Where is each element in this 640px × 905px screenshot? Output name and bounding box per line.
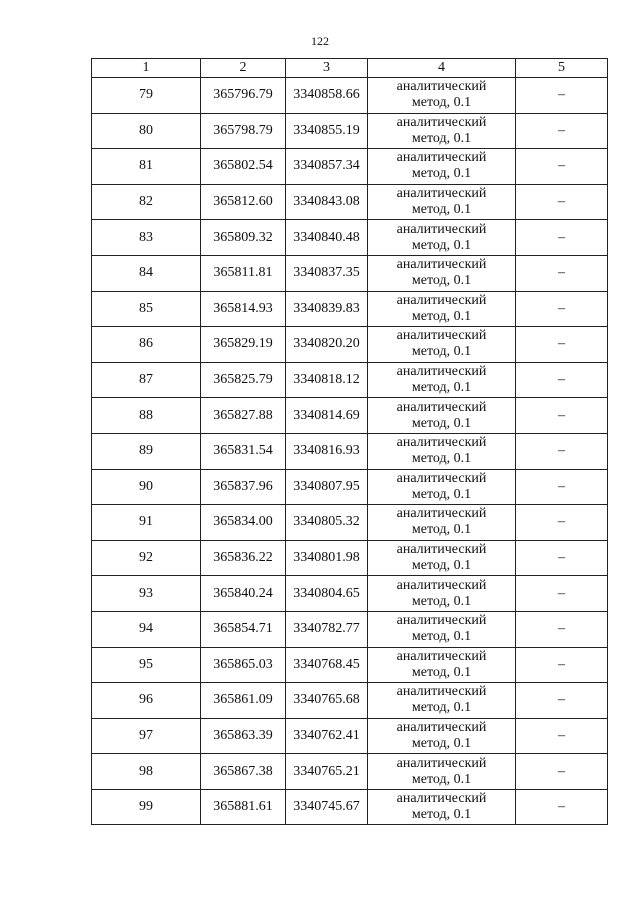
y-coordinate-cell: 3340816.93 [286,433,368,469]
method-line-2: метод, 0.1 [411,593,472,609]
method-cell [368,505,516,541]
x-coordinate-cell: 365811.81 [201,255,286,291]
x-coordinate-cell: 365825.79 [201,362,286,398]
note-cell: – [516,398,608,434]
table-row [92,469,608,505]
note-cell: – [516,291,608,327]
x-coordinate-cell: 365809.32 [201,220,286,256]
method-cell [368,433,516,469]
method-cell [368,469,516,505]
y-coordinate-cell: 3340837.35 [286,255,368,291]
method-line-2: метод, 0.1 [411,95,472,111]
table-row [92,291,608,327]
method-line-2: метод, 0.1 [411,344,472,360]
table-row [92,398,608,434]
method-cell [368,789,516,825]
point-number-cell: 84 [92,255,201,291]
method-line-1: аналитический [396,542,487,558]
y-coordinate-cell: 3340843.08 [286,184,368,220]
y-coordinate-cell: 3340820.20 [286,327,368,363]
method-cell [368,220,516,256]
method-line-2: метод, 0.1 [411,486,472,502]
table-row [92,113,608,149]
point-number-cell: 93 [92,576,201,612]
x-coordinate-cell: 365881.61 [201,789,286,825]
y-coordinate-cell: 3340801.98 [286,540,368,576]
method-line-2: метод, 0.1 [411,451,472,467]
table-row [92,78,608,114]
method-line-2: метод, 0.1 [411,771,472,787]
note-cell: – [516,683,608,719]
point-number-cell: 98 [92,754,201,790]
table-row [92,683,608,719]
method-cell [368,576,516,612]
method-cell [368,327,516,363]
method-cell [368,540,516,576]
method-line-1: аналитический [396,684,487,700]
point-number-cell: 88 [92,398,201,434]
header-col-1: 1 [92,59,201,78]
note-cell: – [516,576,608,612]
page-number: 122 [311,34,329,48]
table-row [92,505,608,541]
table-row [92,647,608,683]
note-cell: – [516,113,608,149]
point-number-cell: 81 [92,149,201,185]
note-cell: – [516,220,608,256]
y-coordinate-cell: 3340805.32 [286,505,368,541]
note-cell: – [516,754,608,790]
note-cell: – [516,469,608,505]
header-col-4: 4 [368,59,516,78]
coordinates-table [91,58,608,825]
method-line-1: аналитический [396,791,487,807]
method-cell [368,754,516,790]
y-coordinate-cell: 3340814.69 [286,398,368,434]
method-line-2: метод, 0.1 [411,629,472,645]
method-cell [368,362,516,398]
method-line-2: метод, 0.1 [411,273,472,289]
method-cell [368,398,516,434]
x-coordinate-cell: 365840.24 [201,576,286,612]
point-number-cell: 83 [92,220,201,256]
method-line-1: аналитический [396,328,487,344]
method-line-2: метод, 0.1 [411,202,472,218]
y-coordinate-cell: 3340855.19 [286,113,368,149]
note-cell: – [516,327,608,363]
point-number-cell: 90 [92,469,201,505]
point-number-cell: 80 [92,113,201,149]
table-row [92,576,608,612]
y-coordinate-cell: 3340807.95 [286,469,368,505]
y-coordinate-cell: 3340858.66 [286,78,368,114]
point-number-cell: 96 [92,683,201,719]
note-cell: – [516,149,608,185]
note-cell: – [516,184,608,220]
x-coordinate-cell: 365837.96 [201,469,286,505]
method-line-2: метод, 0.1 [411,308,472,324]
header-row [92,59,608,78]
method-cell [368,683,516,719]
x-coordinate-cell: 365861.09 [201,683,286,719]
y-coordinate-cell: 3340768.45 [286,647,368,683]
method-line-1: аналитический [396,755,487,771]
table-header [92,59,608,78]
point-number-cell: 86 [92,327,201,363]
x-coordinate-cell: 365836.22 [201,540,286,576]
point-number-cell: 91 [92,505,201,541]
point-number-cell: 95 [92,647,201,683]
method-line-2: метод, 0.1 [411,735,472,751]
method-cell [368,149,516,185]
header-col-5: 5 [516,59,608,78]
table-body [92,78,608,825]
point-number-cell: 82 [92,184,201,220]
method-cell [368,255,516,291]
method-line-1: аналитический [396,470,487,486]
table-row [92,718,608,754]
y-coordinate-cell: 3340765.68 [286,683,368,719]
x-coordinate-cell: 365798.79 [201,113,286,149]
method-line-1: аналитический [396,577,487,593]
method-line-1: аналитический [396,506,487,522]
method-line-2: метод, 0.1 [411,166,472,182]
x-coordinate-cell: 365834.00 [201,505,286,541]
method-line-1: аналитический [396,364,487,380]
point-number-cell: 94 [92,611,201,647]
method-line-2: метод, 0.1 [411,237,472,253]
header-col-3: 3 [286,59,368,78]
note-cell: – [516,505,608,541]
y-coordinate-cell: 3340782.77 [286,611,368,647]
table-row [92,255,608,291]
table-row [92,789,608,825]
method-cell [368,113,516,149]
method-line-1: аналитический [396,613,487,629]
method-line-2: метод, 0.1 [411,664,472,680]
x-coordinate-cell: 365831.54 [201,433,286,469]
method-line-1: аналитический [396,719,487,735]
method-cell [368,718,516,754]
method-line-1: аналитический [396,435,487,451]
x-coordinate-cell: 365796.79 [201,78,286,114]
point-number-cell: 99 [92,789,201,825]
table-row [92,362,608,398]
point-number-cell: 97 [92,718,201,754]
note-cell: – [516,789,608,825]
note-cell: – [516,433,608,469]
table-row [92,184,608,220]
header-col-2: 2 [201,59,286,78]
method-line-2: метод, 0.1 [411,807,472,823]
method-cell [368,78,516,114]
y-coordinate-cell: 3340745.67 [286,789,368,825]
note-cell: – [516,611,608,647]
point-number-cell: 87 [92,362,201,398]
note-cell: – [516,647,608,683]
table-row [92,754,608,790]
method-line-1: аналитический [396,221,487,237]
method-cell [368,291,516,327]
x-coordinate-cell: 365829.19 [201,327,286,363]
point-number-cell: 89 [92,433,201,469]
y-coordinate-cell: 3340762.41 [286,718,368,754]
x-coordinate-cell: 365812.60 [201,184,286,220]
note-cell: – [516,255,608,291]
point-number-cell: 79 [92,78,201,114]
x-coordinate-cell: 365867.38 [201,754,286,790]
note-cell: – [516,362,608,398]
x-coordinate-cell: 365863.39 [201,718,286,754]
note-cell: – [516,718,608,754]
table-row [92,149,608,185]
method-line-1: аналитический [396,79,487,95]
method-line-1: аналитический [396,150,487,166]
x-coordinate-cell: 365827.88 [201,398,286,434]
y-coordinate-cell: 3340765.21 [286,754,368,790]
point-number-cell: 85 [92,291,201,327]
table-row [92,611,608,647]
note-cell: – [516,78,608,114]
method-cell [368,184,516,220]
method-cell [368,611,516,647]
x-coordinate-cell: 365854.71 [201,611,286,647]
method-line-1: аналитический [396,399,487,415]
x-coordinate-cell: 365814.93 [201,291,286,327]
y-coordinate-cell: 3340840.48 [286,220,368,256]
method-line-2: метод, 0.1 [411,522,472,538]
method-line-1: аналитический [396,114,487,130]
y-coordinate-cell: 3340818.12 [286,362,368,398]
method-line-2: метод, 0.1 [411,130,472,146]
note-cell: – [516,540,608,576]
table-row [92,220,608,256]
method-line-2: метод, 0.1 [411,415,472,431]
method-line-1: аналитический [396,292,487,308]
table-row [92,433,608,469]
method-line-1: аналитический [396,257,487,273]
y-coordinate-cell: 3340839.83 [286,291,368,327]
y-coordinate-cell: 3340857.34 [286,149,368,185]
method-line-1: аналитический [396,186,487,202]
method-line-2: метод, 0.1 [411,700,472,716]
x-coordinate-cell: 365865.03 [201,647,286,683]
method-cell [368,647,516,683]
method-line-2: метод, 0.1 [411,380,472,396]
method-line-1: аналитический [396,648,487,664]
table-row [92,540,608,576]
x-coordinate-cell: 365802.54 [201,149,286,185]
point-number-cell: 92 [92,540,201,576]
table-row [92,327,608,363]
method-line-2: метод, 0.1 [411,558,472,574]
y-coordinate-cell: 3340804.65 [286,576,368,612]
